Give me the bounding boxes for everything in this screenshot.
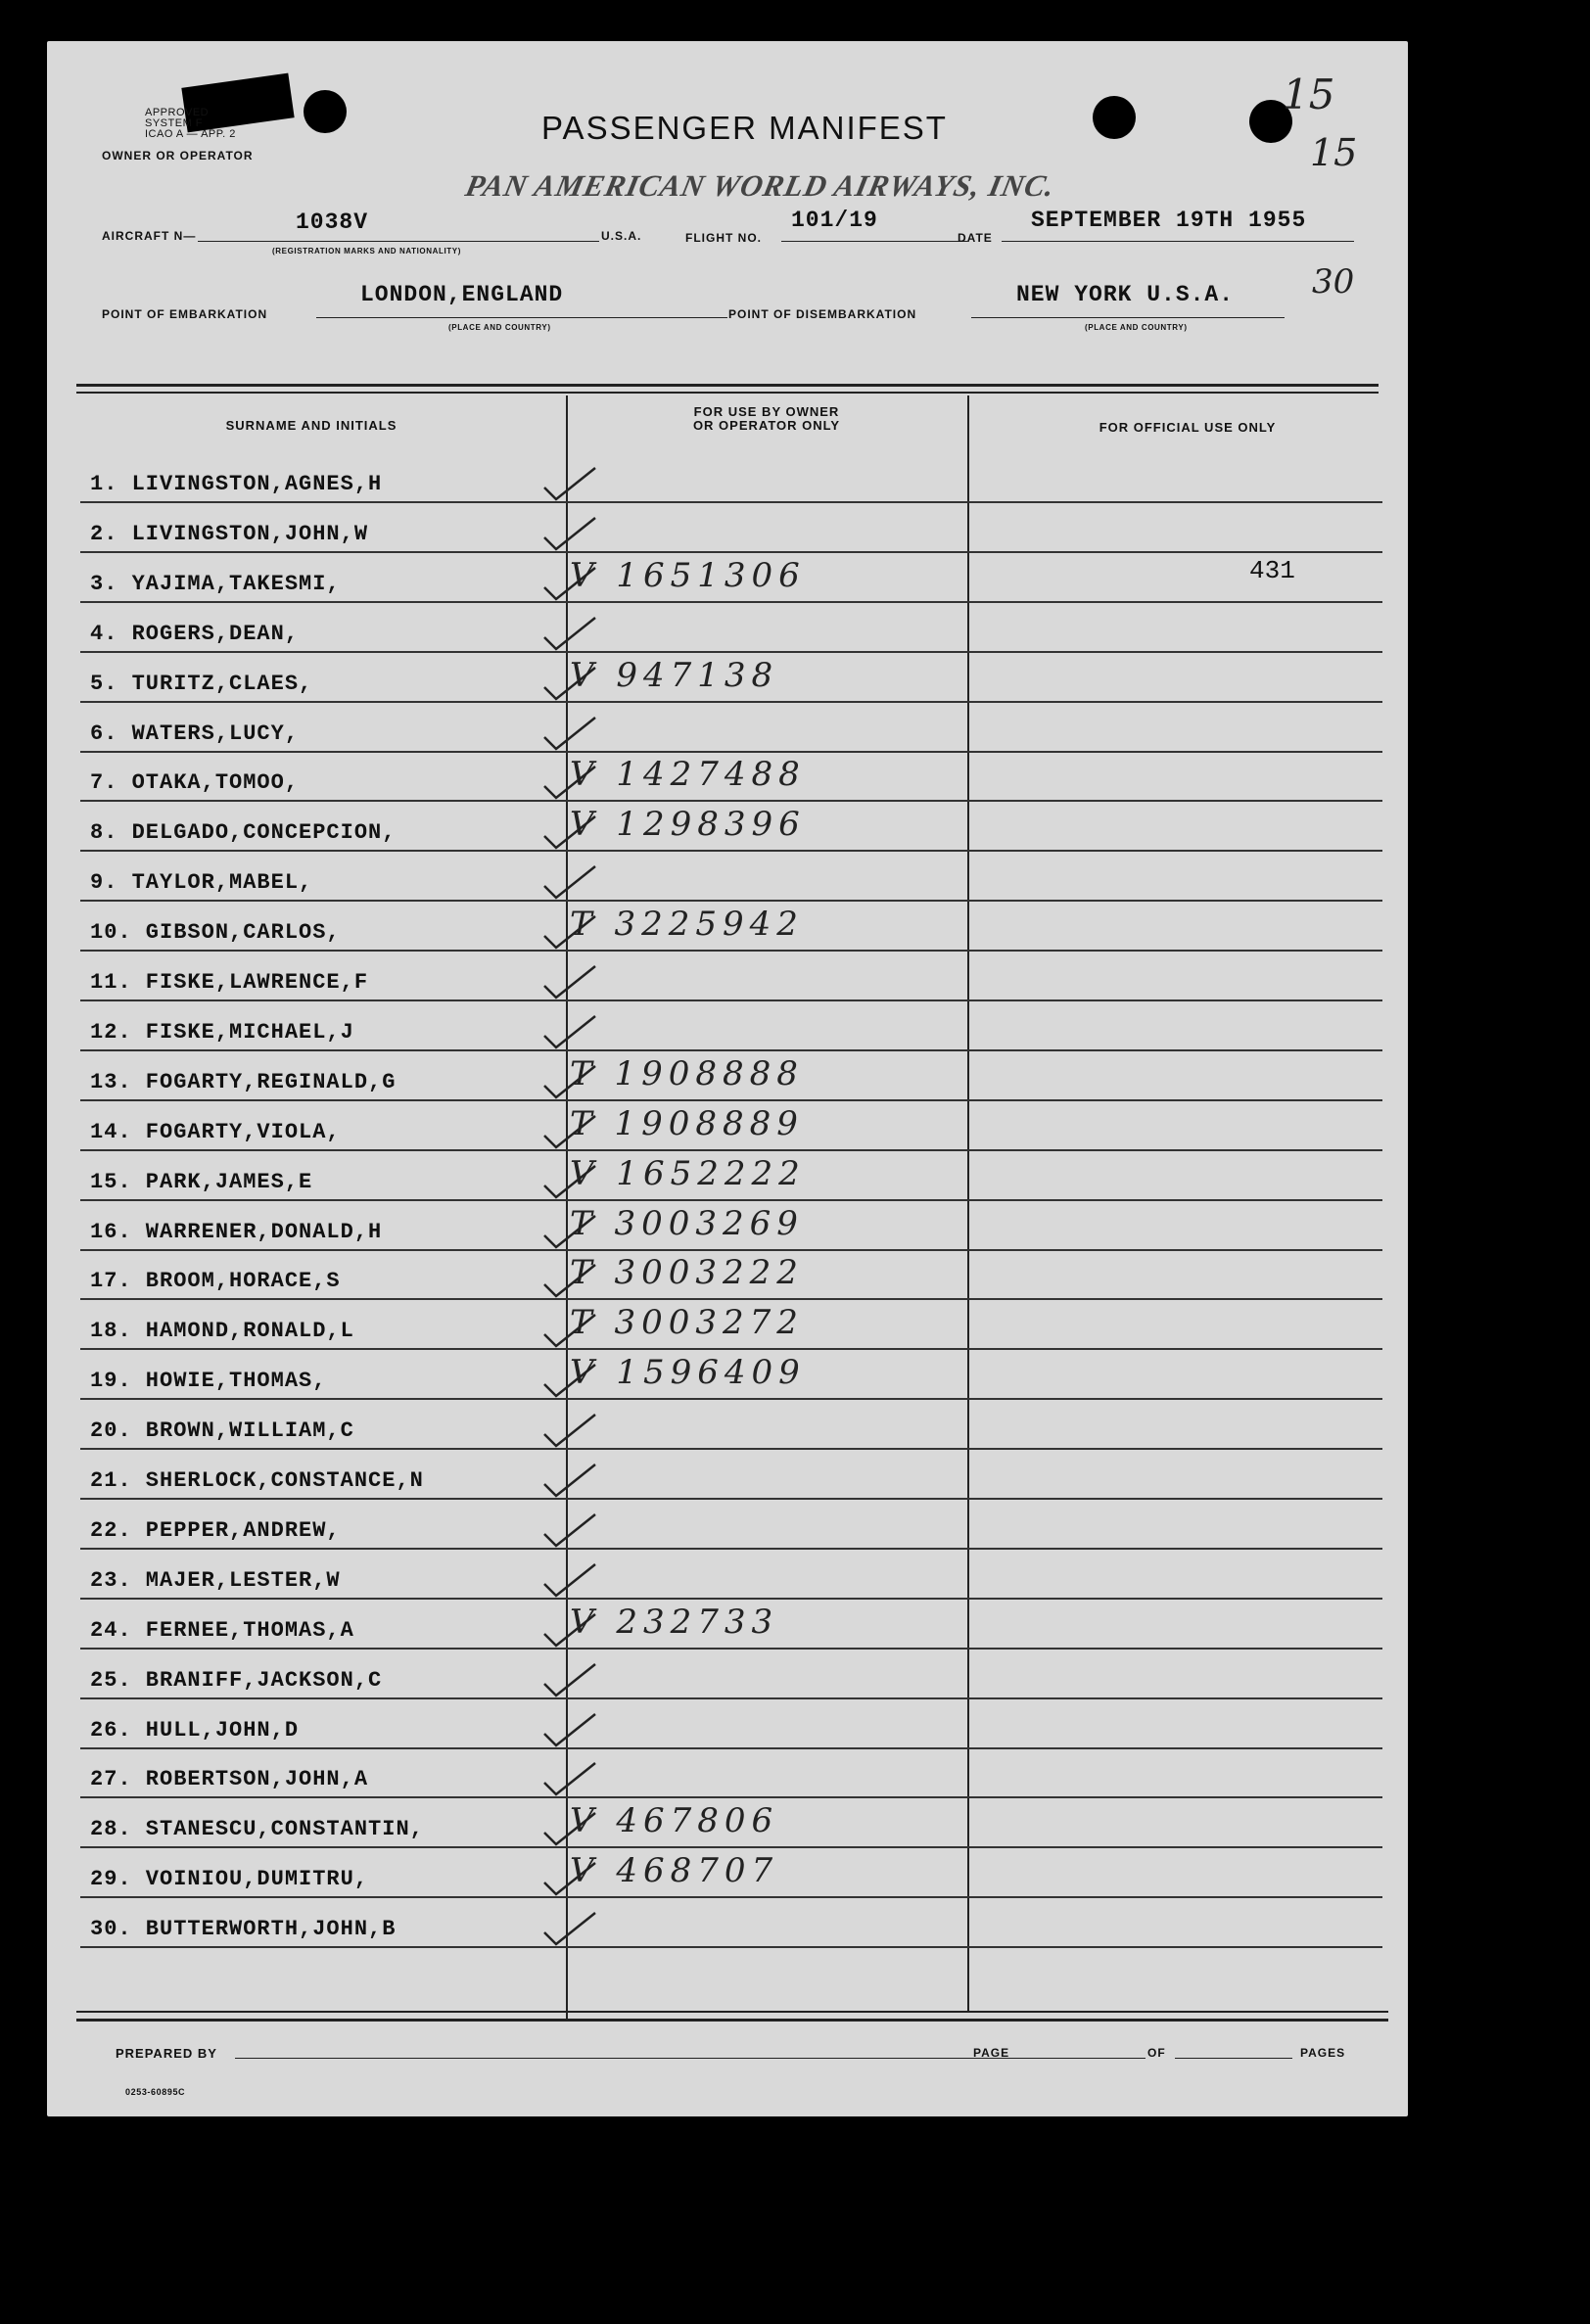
document-number: V 1427488 bbox=[570, 755, 806, 794]
passenger-name: 27. ROBERTSON,JOHN,A bbox=[90, 1767, 369, 1791]
column-header-surname: SURNAME AND INITIALS bbox=[225, 418, 398, 433]
passenger-name: 21. SHERLOCK,CONSTANCE,N bbox=[90, 1468, 424, 1493]
row-rule bbox=[80, 601, 1382, 603]
form-code: 0253-60895C bbox=[125, 2087, 186, 2097]
row-rule bbox=[80, 551, 1382, 553]
date-label: DATE bbox=[958, 231, 993, 245]
passenger-name: 8. DELGADO,CONCEPCION, bbox=[90, 820, 397, 845]
embark-value: LONDON,ENGLAND bbox=[360, 282, 564, 307]
approval-line: ICAO A — APP. 2 bbox=[145, 128, 236, 140]
passenger-name: 4. ROGERS,DEAN, bbox=[90, 622, 300, 646]
disembark-value: NEW YORK U.S.A. bbox=[1016, 282, 1235, 307]
date-value: SEPTEMBER 19TH 1955 bbox=[1031, 208, 1307, 233]
row-rule bbox=[80, 1946, 1382, 1948]
row-rule bbox=[80, 1896, 1382, 1898]
passenger-name: 30. BUTTERWORTH,JOHN,B bbox=[90, 1917, 397, 1941]
row-rule bbox=[80, 1298, 1382, 1300]
passenger-name: 1. LIVINGSTON,AGNES,H bbox=[90, 472, 383, 496]
check-mark-icon bbox=[540, 616, 599, 653]
of-label: OF bbox=[1147, 2046, 1166, 2060]
document-number: V 1298396 bbox=[570, 805, 806, 844]
document-number: V 232733 bbox=[570, 1603, 779, 1642]
check-mark-icon bbox=[540, 1662, 599, 1699]
column-divider bbox=[967, 395, 969, 2011]
check-mark-icon bbox=[540, 964, 599, 1001]
check-mark-icon bbox=[540, 1413, 599, 1450]
row-rule bbox=[80, 900, 1382, 902]
row-rule bbox=[80, 1199, 1382, 1201]
row-rule bbox=[80, 1149, 1382, 1151]
passenger-name: 20. BROWN,WILLIAM,C bbox=[90, 1418, 354, 1443]
column-header-line: OR OPERATOR ONLY bbox=[692, 418, 841, 433]
place-note: (PLACE AND COUNTRY) bbox=[1085, 323, 1188, 332]
check-mark-icon bbox=[540, 1014, 599, 1051]
table-bottom-rule bbox=[76, 2019, 1388, 2022]
document-number: V 468707 bbox=[570, 1851, 779, 1890]
document-number: V 1652222 bbox=[570, 1154, 806, 1193]
check-mark-icon bbox=[540, 1512, 599, 1550]
document-number: V 1596409 bbox=[570, 1353, 806, 1392]
passenger-name: 7. OTAKA,TOMOO, bbox=[90, 770, 300, 795]
row-rule bbox=[80, 1498, 1382, 1500]
passenger-name: 12. FISKE,MICHAEL,J bbox=[90, 1020, 354, 1045]
passenger-name: 29. VOINIOU,DUMITRU, bbox=[90, 1867, 369, 1891]
document-number: V 947138 bbox=[570, 656, 779, 695]
row-rule bbox=[80, 1747, 1382, 1749]
column-header-line: FOR USE BY OWNER bbox=[693, 404, 840, 419]
document-number: V 467806 bbox=[570, 1801, 779, 1840]
check-mark-icon bbox=[540, 1562, 599, 1600]
owner-label: OWNER OR OPERATOR bbox=[102, 149, 254, 163]
passenger-name: 24. FERNEE,THOMAS,A bbox=[90, 1618, 354, 1643]
row-rule bbox=[80, 1099, 1382, 1101]
row-rule bbox=[80, 1796, 1382, 1798]
row-rule bbox=[80, 850, 1382, 852]
passenger-name: 13. FOGARTY,REGINALD,G bbox=[90, 1070, 397, 1094]
passenger-name: 10. GIBSON,CARLOS, bbox=[90, 920, 341, 945]
row-rule bbox=[80, 1049, 1382, 1051]
embark-label: POINT OF EMBARKATION bbox=[102, 307, 268, 321]
row-rule bbox=[80, 1648, 1382, 1650]
usa-label: U.S.A. bbox=[601, 229, 642, 243]
row-rule bbox=[80, 1846, 1382, 1848]
passenger-name: 5. TURITZ,CLAES, bbox=[90, 672, 313, 696]
table-bottom-rule bbox=[76, 2011, 1388, 2013]
row-rule bbox=[80, 501, 1382, 503]
row-rule bbox=[80, 950, 1382, 952]
document-number: T 1908889 bbox=[570, 1104, 804, 1143]
check-mark-icon bbox=[540, 466, 599, 503]
document-number: T 3003272 bbox=[570, 1303, 804, 1342]
punch-hole bbox=[1093, 96, 1136, 139]
aircraft-underline bbox=[198, 241, 599, 242]
flight-value: 101/19 bbox=[791, 208, 878, 233]
pages-label: PAGES bbox=[1300, 2046, 1346, 2060]
row-rule bbox=[80, 1249, 1382, 1251]
row-rule bbox=[80, 1398, 1382, 1400]
approval-block bbox=[145, 108, 236, 140]
passenger-name: 23. MAJER,LESTER,W bbox=[90, 1568, 341, 1593]
passenger-name: 14. FOGARTY,VIOLA, bbox=[90, 1120, 341, 1144]
row-rule bbox=[80, 1548, 1382, 1550]
check-mark-icon bbox=[540, 516, 599, 553]
row-rule bbox=[80, 1598, 1382, 1600]
registration-note: (REGISTRATION MARKS AND NATIONALITY) bbox=[272, 247, 461, 256]
passenger-name: 22. PEPPER,ANDREW, bbox=[90, 1518, 341, 1543]
row-rule bbox=[80, 1348, 1382, 1350]
flight-label: FLIGHT NO. bbox=[685, 231, 762, 245]
prepared-by-label: PREPARED BY bbox=[116, 2046, 217, 2061]
document-number: T 3225942 bbox=[570, 905, 804, 944]
passenger-name: 17. BROOM,HORACE,S bbox=[90, 1269, 341, 1293]
approval-line: SYSTEM F bbox=[145, 117, 204, 129]
margin-note: 15 bbox=[1310, 131, 1358, 174]
passenger-name: 19. HOWIE,THOMAS, bbox=[90, 1369, 327, 1393]
passenger-name: 28. STANESCU,CONSTANTIN, bbox=[90, 1817, 424, 1841]
passenger-name: 16. WARRENER,DONALD,H bbox=[90, 1220, 383, 1244]
row-rule bbox=[80, 701, 1382, 703]
check-mark-icon bbox=[540, 716, 599, 753]
passenger-name: 26. HULL,JOHN,D bbox=[90, 1718, 300, 1743]
document-number: T 3003222 bbox=[570, 1253, 804, 1292]
passenger-name: 11. FISKE,LAWRENCE,F bbox=[90, 970, 369, 995]
flight-underline bbox=[781, 241, 967, 242]
margin-note: 15 bbox=[1283, 70, 1335, 118]
table-top-rule bbox=[76, 384, 1379, 387]
of-line bbox=[1175, 2058, 1292, 2059]
form-title: PASSENGER MANIFEST bbox=[541, 110, 948, 146]
document-number: T 1908888 bbox=[570, 1054, 804, 1093]
embark-underline bbox=[316, 317, 727, 318]
passenger-name: 18. HAMOND,RONALD,L bbox=[90, 1319, 354, 1343]
date-underline bbox=[1002, 241, 1354, 242]
document-number: T 3003269 bbox=[570, 1204, 804, 1243]
passenger-name: 15. PARK,JAMES,E bbox=[90, 1170, 313, 1194]
row-rule bbox=[80, 1448, 1382, 1450]
airline-name: PAN AMERICAN WORLD AIRWAYS, INC. bbox=[462, 168, 1058, 203]
row-rule bbox=[80, 999, 1382, 1001]
approval-line: APPROVED bbox=[145, 107, 210, 118]
row-rule bbox=[80, 651, 1382, 653]
check-mark-icon bbox=[540, 864, 599, 902]
official-entry: 431 bbox=[1249, 556, 1295, 585]
passenger-name: 25. BRANIFF,JACKSON,C bbox=[90, 1668, 383, 1693]
row-rule bbox=[80, 1697, 1382, 1699]
row-rule bbox=[80, 800, 1382, 802]
passenger-name: 6. WATERS,LUCY, bbox=[90, 721, 300, 746]
column-header-owner bbox=[595, 405, 938, 433]
passenger-name: 2. LIVINGSTON,JOHN,W bbox=[90, 522, 369, 546]
margin-note: 30 bbox=[1312, 262, 1355, 302]
check-mark-icon bbox=[540, 1712, 599, 1749]
check-mark-icon bbox=[540, 1761, 599, 1798]
page-label: PAGE bbox=[973, 2046, 1010, 2060]
column-header-official: FOR OFFICIAL USE ONLY bbox=[1099, 420, 1277, 435]
check-mark-icon bbox=[540, 1463, 599, 1500]
page-line bbox=[1018, 2058, 1146, 2059]
aircraft-value: 1038V bbox=[296, 209, 369, 235]
passenger-name: 9. TAYLOR,MABEL, bbox=[90, 870, 313, 895]
disembark-underline bbox=[971, 317, 1285, 318]
check-mark-icon bbox=[540, 1911, 599, 1948]
table-top-rule bbox=[76, 392, 1379, 394]
punch-hole bbox=[304, 90, 347, 133]
disembark-label: POINT OF DISEMBARKATION bbox=[728, 307, 917, 321]
prepared-by-line bbox=[235, 2058, 1018, 2059]
row-rule bbox=[80, 751, 1382, 753]
aircraft-label: AIRCRAFT N— bbox=[102, 229, 197, 243]
document-number: V 1651306 bbox=[570, 556, 806, 595]
place-note: (PLACE AND COUNTRY) bbox=[448, 323, 551, 332]
passenger-name: 3. YAJIMA,TAKESMI, bbox=[90, 572, 341, 596]
